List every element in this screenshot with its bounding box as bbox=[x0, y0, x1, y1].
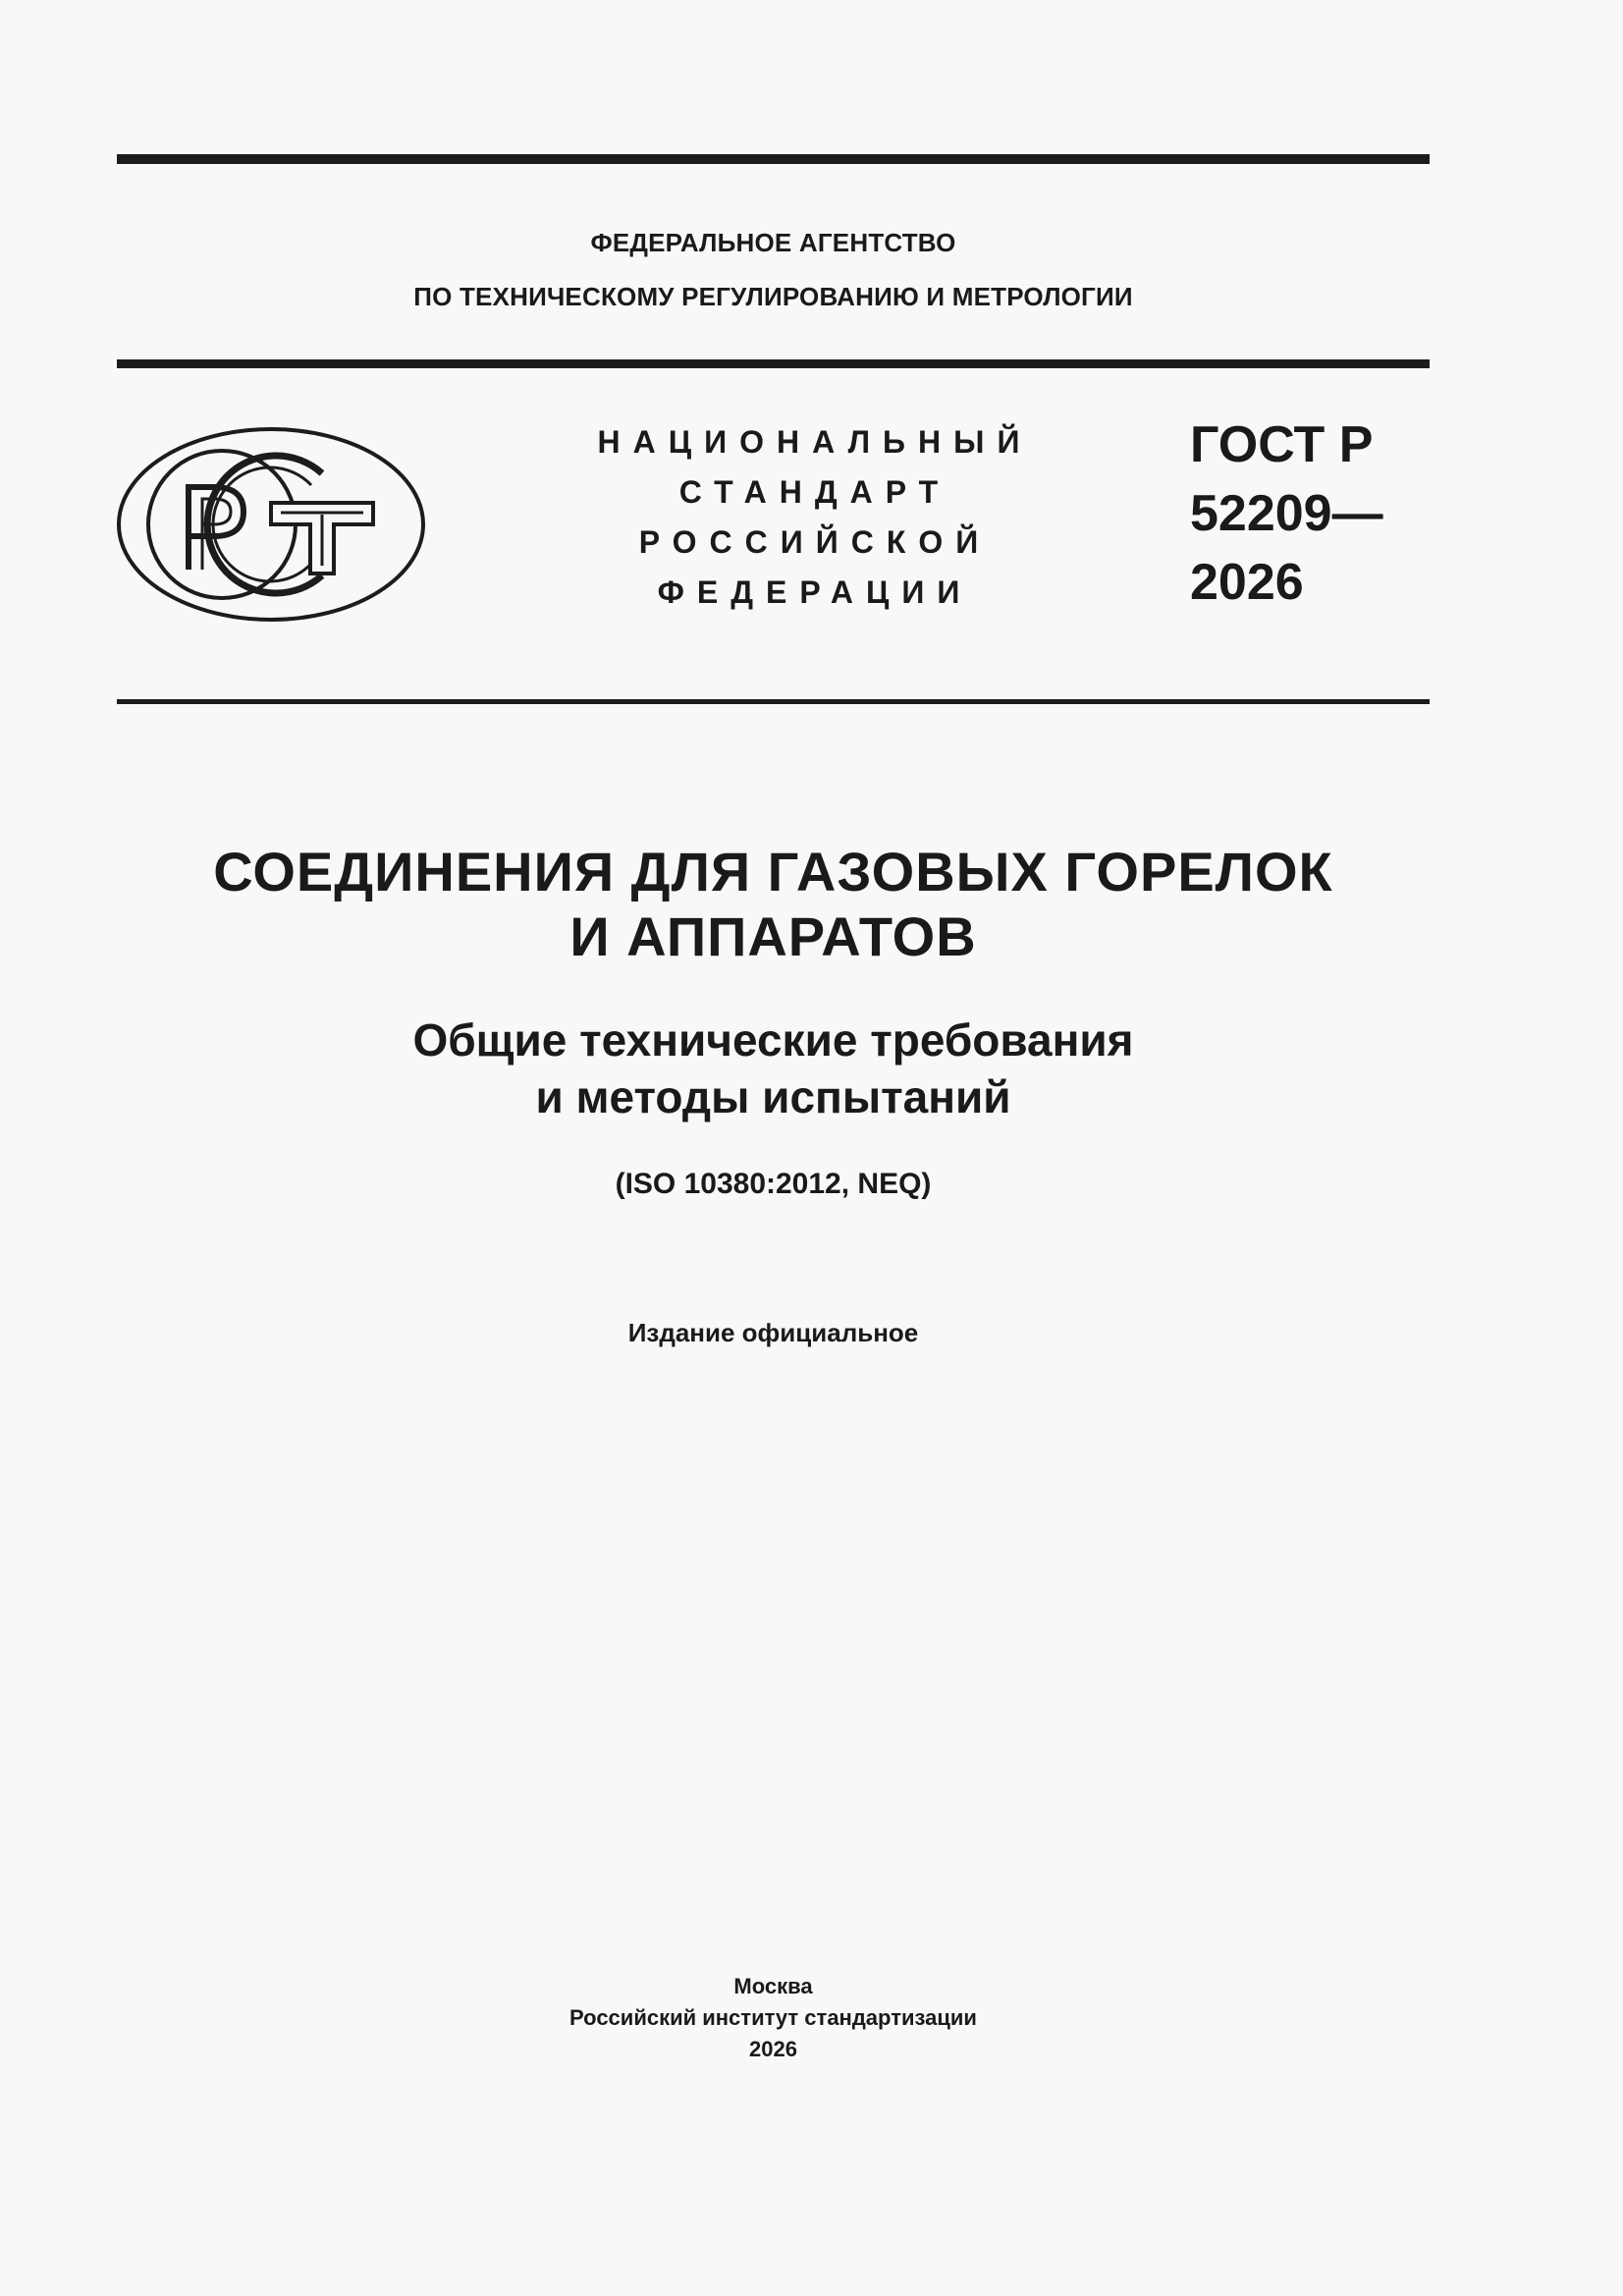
header-bottom-rule bbox=[117, 699, 1430, 704]
title-line-1: СОЕДИНЕНИЯ ДЛЯ ГАЗОВЫХ ГОРЕЛОК bbox=[213, 841, 1333, 902]
top-rule bbox=[117, 154, 1430, 164]
standard-designation bbox=[1190, 410, 1383, 617]
imprint-city: Москва bbox=[733, 1974, 813, 1998]
subtitle-line-1: Общие технические требования bbox=[412, 1014, 1134, 1066]
subtitle-line-2: и методы испытаний bbox=[535, 1071, 1011, 1122]
agency-line-1: ФЕДЕРАЛЬНОЕ АГЕНТСТВО bbox=[590, 228, 956, 257]
international-reference: (ISO 10380:2012, NEQ) bbox=[615, 1168, 932, 1200]
agency-header bbox=[117, 216, 1430, 324]
designation-line-2: 52209— bbox=[1190, 485, 1383, 542]
designation-line-3: 2026 bbox=[1190, 554, 1304, 611]
national-standard-label bbox=[550, 417, 1080, 618]
national-standard-line-2: СТАНДАРТ bbox=[678, 474, 951, 510]
document-title bbox=[117, 840, 1430, 969]
publisher-imprint bbox=[117, 1971, 1430, 2065]
agency-rule bbox=[117, 359, 1430, 368]
agency-line-2: ПО ТЕХНИЧЕСКОМУ РЕГУЛИРОВАНИЮ И МЕТРОЛОГИИ bbox=[413, 282, 1133, 311]
rst-certification-mark-icon bbox=[116, 426, 426, 623]
title-line-2: И АППАРАТОВ bbox=[569, 905, 977, 967]
imprint-publisher: Российский институт стандартизации bbox=[569, 2005, 977, 2030]
designation-line-1: ГОСТ Р bbox=[1190, 416, 1374, 473]
imprint-year: 2026 bbox=[749, 2037, 797, 2061]
national-standard-line-1: НАЦИОНАЛЬНЫЙ bbox=[597, 424, 1033, 460]
document-subtitle bbox=[117, 1011, 1430, 1125]
national-standard-line-3: РОССИЙСКОЙ bbox=[638, 524, 992, 560]
national-standard-line-4: ФЕДЕРАЦИИ bbox=[657, 574, 973, 610]
edition-note: Издание официальное bbox=[627, 1318, 919, 1347]
